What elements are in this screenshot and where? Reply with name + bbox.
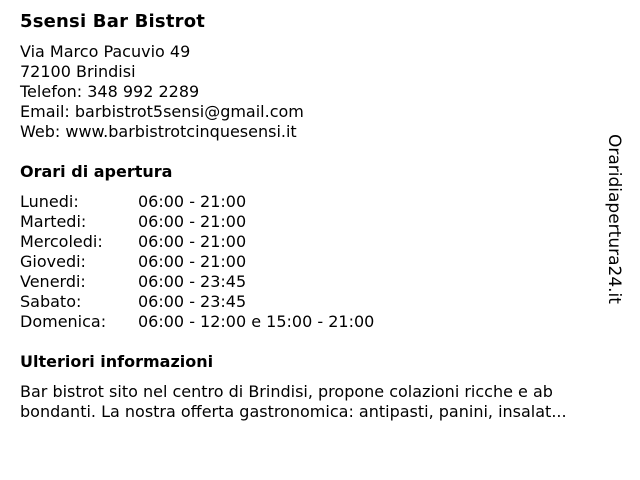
email-line: Email: barbistrot5sensi@gmail.com: [20, 102, 304, 121]
business-name: 5sensi Bar Bistrot: [20, 11, 206, 32]
address-city: 72100 Brindisi: [20, 62, 136, 81]
contact-block: [20, 42, 610, 142]
watermark-text: Oraridiapertura24.it: [604, 134, 624, 304]
hours-day: Domenica:: [20, 312, 107, 331]
hours-row-monday: [20, 192, 610, 212]
hours-time: 06:00 - 12:00 e 15:00 - 21:00: [138, 312, 375, 331]
hours-time: 06:00 - 21:00: [138, 252, 247, 271]
web-line: Web: www.barbistrotcinquesensi.it: [20, 122, 297, 141]
hours-row-saturday: [20, 292, 610, 312]
opening-hours-table: [20, 192, 610, 332]
hours-day: Mercoledi:: [20, 232, 103, 251]
business-description: Bar bistrot sito nel centro di Brindisi, propone colazioni ricche e ab bondanti. La nostra offerta gastronomica: antipasti, panini, insalat...: [20, 382, 567, 421]
hours-row-thursday: [20, 252, 610, 272]
hours-row-sunday: [20, 312, 610, 332]
opening-hours-heading: Orari di apertura: [20, 162, 173, 181]
address-street: Via Marco Pacuvio 49: [20, 42, 191, 61]
hours-row-tuesday: [20, 212, 610, 232]
hours-day: Giovedi:: [20, 252, 86, 271]
hours-row-friday: [20, 272, 610, 292]
hours-day: Sabato:: [20, 292, 82, 311]
hours-day: Lunedi:: [20, 192, 79, 211]
hours-day: Martedi:: [20, 212, 87, 231]
hours-time: 06:00 - 21:00: [138, 232, 247, 251]
business-card: [20, 10, 610, 422]
hours-row-wednesday: [20, 232, 610, 252]
watermark: [600, 134, 628, 314]
hours-time: 06:00 - 23:45: [138, 272, 247, 291]
more-info-heading: Ulteriori informazioni: [20, 352, 214, 371]
hours-day: Venerdi:: [20, 272, 86, 291]
phone-line: Telefon: 348 992 2289: [20, 82, 200, 101]
hours-time: 06:00 - 23:45: [138, 292, 247, 311]
hours-time: 06:00 - 21:00: [138, 212, 247, 231]
hours-time: 06:00 - 21:00: [138, 192, 247, 211]
